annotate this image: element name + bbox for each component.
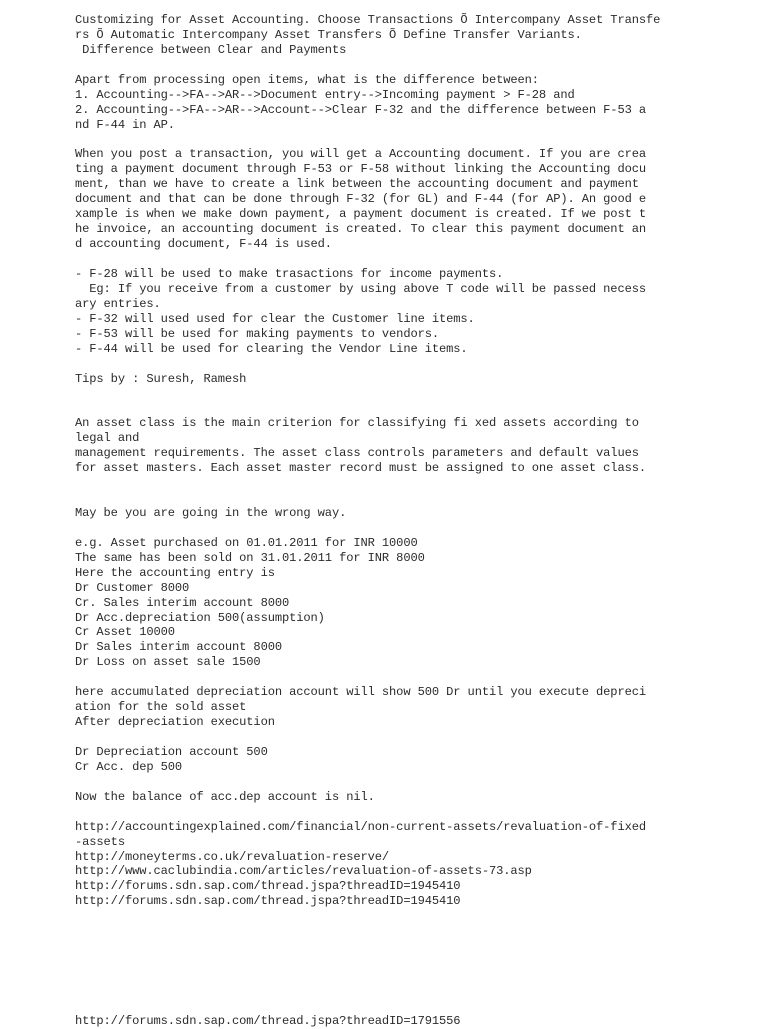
text-line: Customizing for Asset Accounting. Choose Transactions Õ Intercompany Asset Transfe xyxy=(75,13,661,27)
text-line: - F-53 will be used for making payments to vendors. xyxy=(75,326,440,341)
blank-line xyxy=(75,954,755,969)
blank-line xyxy=(75,939,755,954)
blank-line xyxy=(75,58,755,73)
blank-line xyxy=(75,521,755,536)
text-line: ting a payment document through F-53 or F-58 without linking the Accounting docu xyxy=(75,162,646,177)
text-line: Apart from processing open items, what is the difference between: xyxy=(75,72,539,87)
blank-line xyxy=(75,775,755,790)
text-line: xample is when we make down payment, a payment document is created. If we post t xyxy=(75,207,646,222)
text-line: Dr Loss on asset sale 1500 xyxy=(75,655,261,670)
reference-link-line: -assets xyxy=(75,834,125,849)
text-line: d accounting document, F-44 is used. xyxy=(75,237,332,252)
text-line: - F-28 will be used to make trasactions for income payments. xyxy=(75,266,504,281)
text-line: legal and xyxy=(75,431,140,446)
text-line: The same has been sold on 31.01.2011 for INR 8000 xyxy=(75,550,425,565)
text-line: Dr Sales interim account 8000 xyxy=(75,640,282,655)
blank-line xyxy=(75,984,755,999)
text-line: nd F-44 in AP. xyxy=(75,117,175,132)
text-line: he invoice, an accounting document is created. To clear this payment document an xyxy=(75,222,646,237)
text-line: ation for the sold asset xyxy=(75,700,247,715)
text-line: 1. Accounting-->FA-->AR-->Document entry-->Incoming payment > F-28 and xyxy=(75,87,575,102)
text-line: Now the balance of acc.dep account is nil. xyxy=(75,789,375,804)
blank-line xyxy=(75,401,755,416)
blank-line xyxy=(75,924,755,939)
text-line: Dr Customer 8000 xyxy=(75,580,190,595)
blank-line xyxy=(75,133,755,148)
blank-line xyxy=(75,386,755,401)
text-line: Here the accounting entry is xyxy=(75,565,275,580)
text-line: An asset class is the main criterion for classifying fi xed assets according to xyxy=(75,416,639,431)
blank-line xyxy=(75,357,755,372)
text-line: Cr Asset 10000 xyxy=(75,625,175,640)
blank-line xyxy=(75,730,755,745)
reference-link-line: http://forums.sdn.sap.com/thread.jspa?threadID=1791556 xyxy=(75,1013,461,1028)
blank-line xyxy=(75,491,755,506)
blank-line xyxy=(75,476,755,491)
text-line: e.g. Asset purchased on 01.01.2011 for INR 10000 xyxy=(75,535,418,550)
text-line: rs Õ Automatic Intercompany Asset Transfers Õ Define Transfer Variants. xyxy=(75,27,582,42)
reference-link-line: http://forums.sdn.sap.com/thread.jspa?threadID=1945410 xyxy=(75,894,461,909)
reference-link-line: http://accountingexplained.com/financial/non-current-assets/revaluation-of-fixed xyxy=(75,819,646,834)
text-line: ary entries. xyxy=(75,296,161,311)
text-line: Cr Acc. dep 500 xyxy=(75,759,183,774)
blank-line xyxy=(75,805,755,820)
text-line: When you post a transaction, you will get a Accounting document. If you are crea xyxy=(75,147,646,162)
text-line: ment, than we have to create a link between the accounting document and payment xyxy=(75,177,639,192)
blank-line xyxy=(75,969,755,984)
text-line: Tips by : Suresh, Ramesh xyxy=(75,371,247,386)
text-line: for asset masters. Each asset master record must be assigned to one asset class. xyxy=(75,461,646,476)
text-line: management requirements. The asset class controls parameters and default values xyxy=(75,446,639,461)
blank-line xyxy=(75,670,755,685)
text-line: document and that can be done through F-32 (for GL) and F-44 (for AP). An good e xyxy=(75,192,646,207)
text-line: - F-44 will be used for clearing the Vendor Line items. xyxy=(75,341,468,356)
text-line: - F-32 will used used for clear the Customer line items. xyxy=(75,311,475,326)
blank-line xyxy=(75,999,755,1014)
text-line: Eg: If you receive from a customer by using above T code will be passed necess xyxy=(75,281,646,296)
blank-line xyxy=(75,252,755,267)
text-line: May be you are going in the wrong way. xyxy=(75,505,347,520)
text-line: After depreciation execution xyxy=(75,715,275,730)
document-body-text xyxy=(75,13,755,1029)
text-line: Difference between Clear and Payments xyxy=(75,42,347,57)
reference-link-line: http://moneyterms.co.uk/revaluation-reserve/ xyxy=(75,849,390,864)
text-line: Dr Depreciation account 500 xyxy=(75,744,268,759)
text-line: Dr Acc.depreciation 500(assumption) xyxy=(75,610,325,625)
reference-link-line: http://forums.sdn.sap.com/thread.jspa?threadID=1945410 xyxy=(75,879,461,894)
reference-link-line: http://www.caclubindia.com/articles/revaluation-of-assets-73.asp xyxy=(75,864,532,879)
text-line: 2. Accounting-->FA-->AR-->Account-->Clear F-32 and the difference between F-53 a xyxy=(75,102,646,117)
blank-line xyxy=(75,909,755,924)
text-line: Cr. Sales interim account 8000 xyxy=(75,595,290,610)
text-line: here accumulated depreciation account will show 500 Dr until you execute depreci xyxy=(75,685,646,700)
